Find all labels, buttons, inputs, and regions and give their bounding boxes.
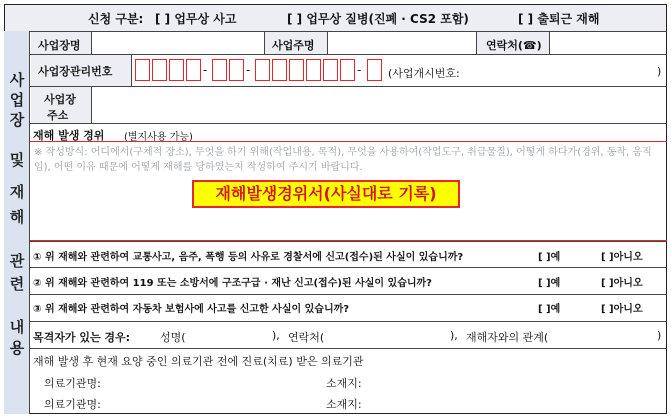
section-sidebar (4, 31, 30, 414)
close-paren: ), (272, 329, 280, 342)
dash-separator: - (357, 63, 362, 77)
institution-label: 의료기관명: (44, 398, 101, 411)
option-commute-accident[interactable]: [ ] 출퇴근 재해 (518, 12, 600, 26)
question-police-report: ① 위 재해와 관련하여 교통사고, 음주, 폭행 등의 사유로 경찰서에 신고(접수)된 사실이 있습니까? (33, 252, 464, 263)
sidebar-char: 업 (9, 91, 25, 109)
answer-no[interactable]: [ ]아니오 (601, 304, 643, 315)
owner-name-input[interactable] (328, 32, 476, 54)
location-input-2[interactable] (372, 393, 652, 410)
close-paren: ), (450, 329, 458, 342)
close-paren: ) (657, 65, 662, 78)
witness-contact-input[interactable] (338, 326, 446, 344)
mgmt-number-label: 사업장관리번호 (38, 65, 113, 78)
sidebar-char: 내 (9, 318, 25, 336)
mgmt-digit-box[interactable] (169, 59, 184, 81)
location-label: 소재지: (326, 398, 362, 411)
witness-label: 목격자가 있는 경우: (33, 331, 131, 344)
witness-name-input[interactable] (198, 326, 270, 344)
institution-label: 의료기관명: (44, 377, 101, 390)
address-label: 사업장 (44, 93, 76, 106)
sidebar-char: 장 (9, 111, 25, 129)
answer-no[interactable]: [ ]아니오 (601, 278, 643, 289)
sidebar-char: 사 (9, 71, 25, 89)
mgmt-digit-box[interactable] (229, 59, 244, 81)
mgmt-digit-box[interactable] (152, 59, 167, 81)
sidebar-char: 용 (9, 339, 25, 357)
dash-separator: - (203, 63, 208, 77)
biz-start-number-input[interactable] (475, 60, 655, 80)
biz-start-number-label: (사업개시번호: (388, 67, 460, 80)
question-insurance-report: ③ 위 재해와 관련하여 자동차 보험사에 사고를 신고한 사실이 있습니까? (33, 304, 350, 315)
witness-name-label: 성명( (160, 331, 186, 344)
sidebar-char: 재 (9, 183, 25, 201)
owner-name-label: 사업주명 (272, 39, 315, 52)
sidebar-char: 해 (9, 208, 25, 226)
mgmt-digit-box[interactable] (135, 59, 150, 81)
answer-yes[interactable]: [ ]예 (538, 304, 561, 315)
mgmt-digit-box[interactable] (212, 59, 227, 81)
mgmt-digit-box[interactable] (255, 59, 270, 81)
answer-yes[interactable]: [ ]예 (538, 252, 561, 263)
mgmt-digit-box[interactable] (367, 59, 382, 81)
mgmt-digit-box[interactable] (186, 59, 201, 81)
mgmt-digit-box[interactable] (306, 59, 321, 81)
address-input[interactable] (92, 87, 666, 123)
witness-relation-input[interactable] (567, 326, 653, 344)
answer-no[interactable]: [ ]아니오 (601, 252, 643, 263)
address-label-2: 주소 (47, 109, 69, 122)
sidebar-char: 관 (9, 252, 25, 270)
close-paren: ) (657, 329, 662, 342)
institution-input-1[interactable] (112, 372, 312, 389)
contact-input[interactable] (550, 32, 666, 54)
writing-guide-text: ※ 작성방식: 어디에서(구체적 장소), 무엇을 하기 위해(작업내용, 목적), 무엇을 사용하여(작업도구, 취급물질), 어떻게 하다가(경위, 동작, 움직임), 어떤 이유 때문에 어떻게 재해를 당하였는지 작성하여 주시기 바랍니다. (34, 147, 652, 173)
accident-title-note: (별지사용 가능) (124, 132, 193, 143)
option-work-accident[interactable]: [ ] 업무상 사고 (155, 12, 237, 26)
sidebar-char: 련 (9, 275, 25, 293)
mgmt-digit-box[interactable] (289, 59, 304, 81)
option-occupational-disease[interactable]: [ ] 업무상 질병(진폐 · CS2 포함) (287, 12, 469, 26)
question-fire-station-report: ② 위 재해와 관련하여 119 또는 소방서에 구조구급 · 재난 신고(접수)된 사실이 있습니까? (33, 278, 432, 289)
sidebar-char: 및 (9, 151, 25, 169)
contact-label: 연락처(☎) (486, 39, 542, 52)
medical-history-title: 재해 발생 후 현재 요양 중인 의료기관 전에 진료(치료) 받은 의료기관 (33, 355, 364, 368)
accident-report-banner: 재해발생경위서(사실대로 기록) (192, 180, 460, 208)
dash-separator: - (246, 63, 251, 77)
application-type-label: 신청 구분: (88, 12, 144, 26)
workplace-name-input[interactable] (92, 32, 264, 54)
workplace-name-label: 사업장명 (38, 39, 81, 52)
mgmt-digit-box[interactable] (340, 59, 355, 81)
mgmt-digit-box[interactable] (272, 59, 287, 81)
accident-title: 재해 발생 경위 (33, 129, 105, 142)
witness-relation-label: 재해자와의 관계( (466, 331, 549, 344)
answer-yes[interactable]: [ ]예 (538, 278, 561, 289)
location-label: 소재지: (326, 377, 362, 390)
location-input-1[interactable] (372, 372, 652, 389)
witness-contact-label: 연락처( (288, 331, 325, 344)
mgmt-digit-box[interactable] (323, 59, 338, 81)
institution-input-2[interactable] (112, 393, 312, 410)
